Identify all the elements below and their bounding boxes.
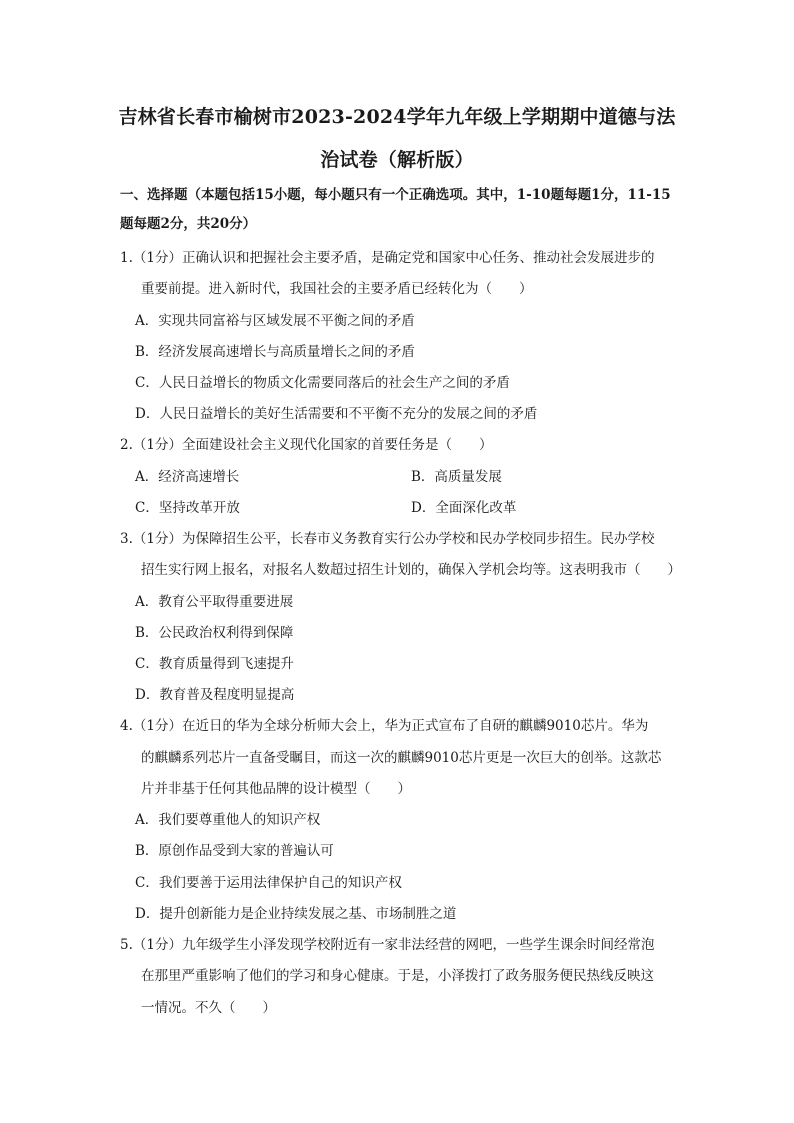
question-2-option-b: B．高质量发展 (411, 469, 502, 485)
document-title-line-2: 治试卷（解析版） (320, 149, 474, 171)
question-5-stem-line-2: 在那里严重影响了他们的学习和身心健康。于是，小泽拨打了政务服务便民热线反映这 (141, 968, 654, 984)
question-1-option-d: D．人民日益增长的美好生活需要和不平衡不充分的发展之间的矛盾 (135, 406, 538, 422)
question-3-stem-line-1: 3.（1分）为保障招生公平，长春市义务教育实行公办学校和民办学校同步招生。民办学校 (120, 531, 655, 547)
question-3-option-d: D．教育普及程度明显提高 (135, 687, 295, 703)
question-4-option-d: D．提升创新能力是企业持续发展之基、市场制胜之道 (135, 906, 457, 922)
question-3-option-b: B．公民政治权利得到保障 (135, 625, 294, 641)
section-heading: 一、选择题（本题包括15小题，每小题只有一个正确选项。其中，1-10题每题1分，11-15题每题2分，共20分） (120, 187, 671, 232)
question-5-stem-line-1: 5.（1分）九年级学生小泽发现学校附近有一家非法经营的网吧，一些学生课余时间经常泡 (120, 937, 655, 953)
question-4-option-c: C．我们要善于运用法律保护自己的知识产权 (135, 875, 402, 891)
question-3-stem-line-2: 招生实行网上报名，对报名人数超过招生计划的，确保入学机会均等。这表明我市（ ） (141, 562, 681, 578)
question-2-stem-line-1: 2.（1分）全面建设社会主义现代化国家的首要任务是（ ） (120, 437, 493, 453)
document-title-line-1: 吉林省长春市榆树市2023-2024学年九年级上学期期中道德与法 (118, 106, 676, 128)
question-5-stem-line-3: 一情况。不久（ ） (141, 1000, 276, 1016)
question-4-option-a: A．我们要尊重他人的知识产权 (135, 812, 321, 828)
question-2-option-d: D．全面深化改革 (411, 500, 517, 516)
question-2-option-a: A．经济高速增长 (135, 469, 240, 485)
question-1-option-a: A．实现共同富裕与区域发展不平衡之间的矛盾 (135, 313, 415, 329)
question-1-stem-line-2: 重要前提。进入新时代，我国社会的主要矛盾已经转化为（ ） (141, 281, 533, 297)
question-1-option-c: C．人民日益增长的物质文化需要同落后的社会生产之间的矛盾 (135, 375, 510, 391)
question-4-stem-line-3: 片并非基于任何其他品牌的设计模型（ ） (141, 781, 411, 797)
question-3-option-a: A．教育公平取得重要进展 (135, 594, 294, 610)
question-1-stem-line-1: 1.（1分）正确认识和把握社会主要矛盾，是确定党和国家中心任务、推动社会发展进步的 (120, 250, 655, 266)
question-4-option-b: B．原创作品受到大家的普遍认可 (135, 843, 334, 859)
question-4-stem-line-1: 4.（1分）在近日的华为全球分析师大会上，华为正式宣布了自研的麒麟9010芯片。华为 (120, 718, 649, 734)
question-4-stem-line-2: 的麒麟系列芯片一直备受瞩目，而这一次的麒麟9010芯片更是一次巨大的创举。这款芯 (141, 750, 662, 766)
question-1-option-b: B．经济发展高速增长与高质量增长之间的矛盾 (135, 344, 415, 360)
question-3-option-c: C．教育质量得到飞速提升 (135, 656, 294, 672)
question-2-option-c: C．坚持改革开放 (135, 500, 240, 516)
